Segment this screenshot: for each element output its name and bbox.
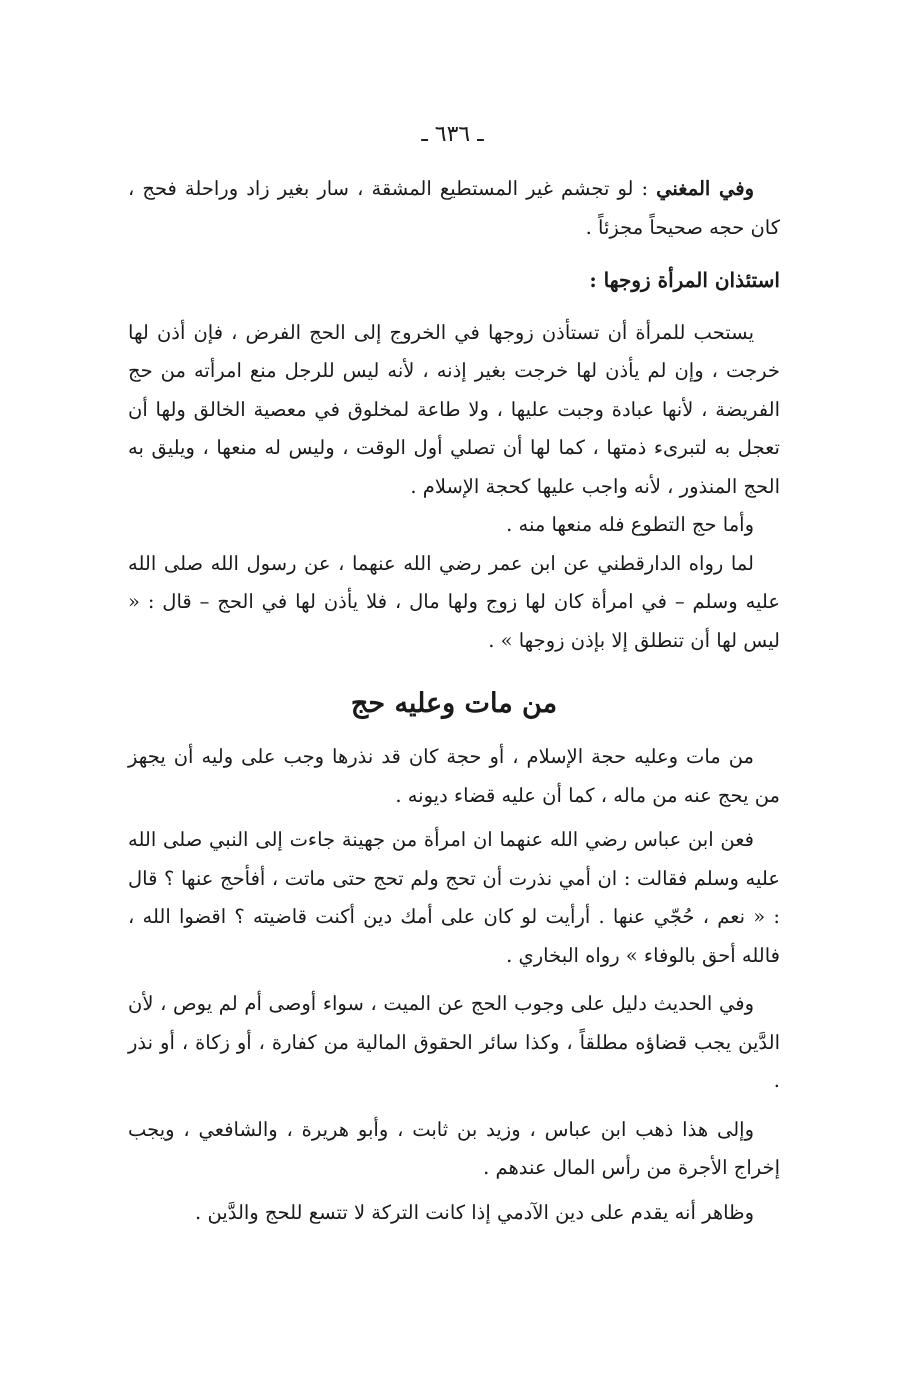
- section-paragraph-2: فعن ابن عباس رضي الله عنهما ان امرأة من جهينة جاءت إلى النبي صلى الله عليه وسلم فقالت : ان أمي نذرت أن تحج ولم تحج حتى ماتت ، أفأحج عنها ؟ قال : « نعم ، حُجّي عنها . أرأيت لو كان على أمك دين أكنت قاضيته ؟ اقضوا الله ، فالله أحق بالوفاء » رواه البخاري .: [128, 828, 780, 967]
- intro-bold-label: وفي المغني: [656, 177, 754, 200]
- permission-paragraph-3: لما رواه الدارقطني عن ابن عمر رضي الله عنهما ، عن رسول الله صلى الله عليه وسلم – في امرأة كان لها زوج ولها مال ، فلا يأذن لها في الحج – قال : « ليس لها أن تنطلق إلا بإذن زوجها » .: [128, 551, 780, 652]
- section-paragraph-3: وفي الحديث دليل على وجوب الحج عن الميت ، سواء أوصى أم لم يوص ، لأن الدَّين يجب قضاؤه مطلقاً ، وكذا سائر الحقوق المالية من كفارة ، أو زكاة ، أو نذر .: [128, 992, 780, 1092]
- permission-paragraph-2: وأما حج التطوع فله منعها منه .: [506, 513, 754, 536]
- intro-text: : لو تجشم غير المستطيع المشقة ، سار بغير زاد وراحلة فحج ، كان حجه صحيحاً مجزئاً .: [128, 177, 780, 239]
- section-paragraph-4: وإلى هذا ذهب ابن عباس ، وزيد بن ثابت ، وأبو هريرة ، والشافعي ، ويجب إخراج الأجرة من رأس المال عندهم .: [128, 1117, 780, 1179]
- page-number: ـ ٦٣٦ ـ: [421, 122, 484, 147]
- permission-paragraph-1: يستحب للمرأة أن تستأذن زوجها في الخروج إلى الحج الفرض ، فإن أذن لها خرجت ، وإن لم يأذن لها خرجت بغير إذنه ، لأنه ليس للرجل منع امرأته من حج الفريضة ، لأنها عبادة وجبت عليها ، ولا طاعة لمخلوق في معصية الخالق ولها أن تعجل به لتبرىء ذمتها ، كما لها أن تصلي أول الوقت ، وليس له منعها ، ويليق به الحج المنذور ، لأنه واجب عليها كحجة الإسلام .: [128, 320, 780, 498]
- page-body: [128, 170, 780, 1232]
- intro-paragraph: [128, 170, 780, 247]
- section-title: من مات وعليه حج: [350, 688, 558, 719]
- section-paragraph-5: وظاهر أنه يقدم على دين الآدمي إذا كانت التركة لا تتسع للحج والدَّين .: [195, 1200, 754, 1224]
- subheading-permission: استئذان المرأة زوجها :: [589, 268, 780, 292]
- section-paragraph-1: من مات وعليه حجة الإسلام ، أو حجة كان قد نذرها وجب على وليه أن يجهز من يحج عنه من ماله ، كما أن عليه قضاء ديونه .: [128, 745, 780, 807]
